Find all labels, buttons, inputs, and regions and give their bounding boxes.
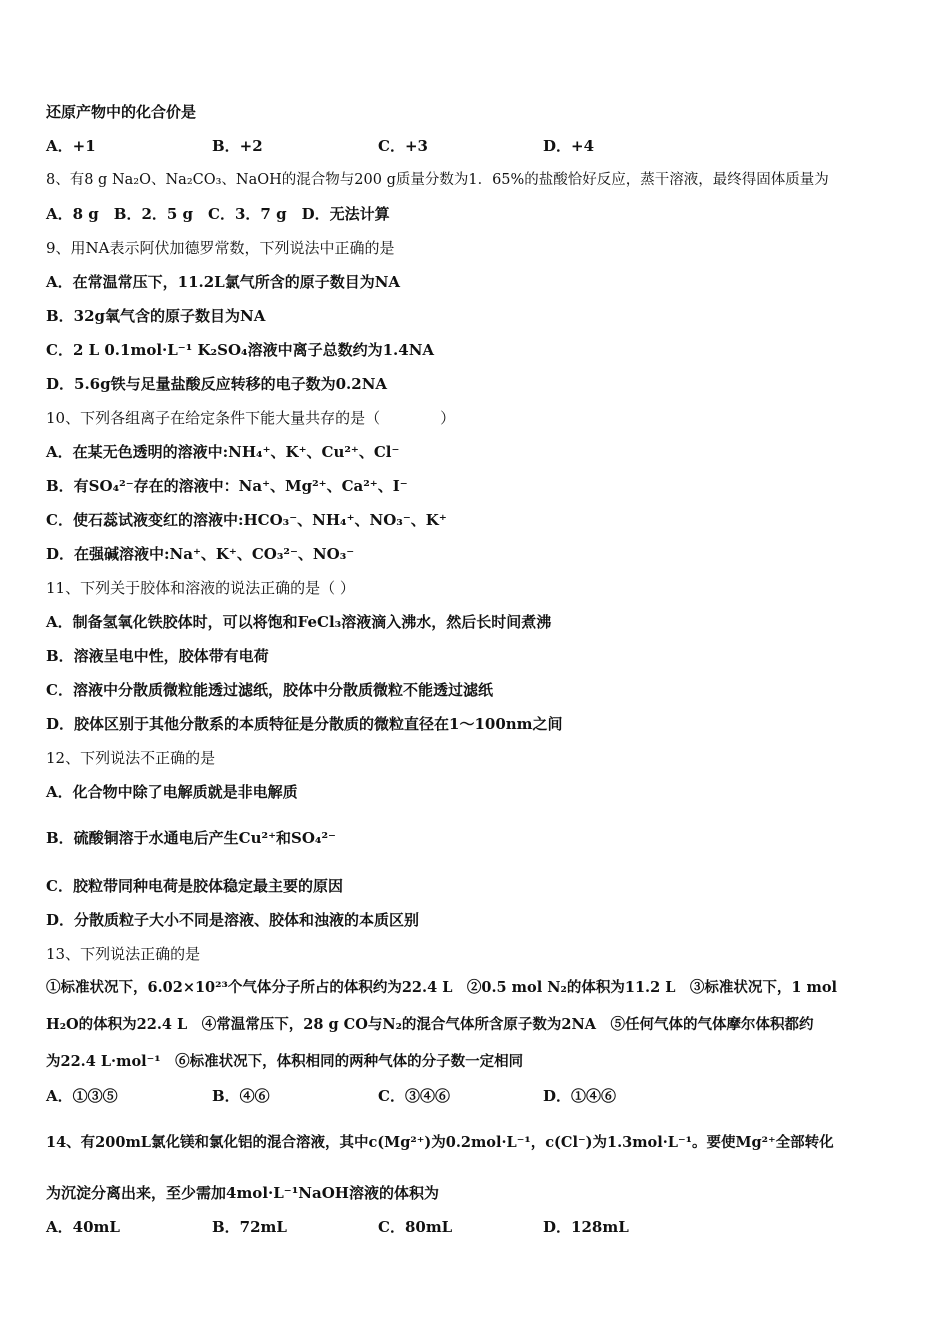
question-12: 12、下列说法不正确的是	[46, 749, 216, 767]
question-14-line-1: 14、有200mL氯化镁和氯化铝的混合溶液，其中c(Mg²⁺)为0.2mol·L⁻¹，c(Cl⁻)为1.3mol·L⁻¹。要使Mg²⁺全部转化	[46, 1134, 834, 1151]
q12-option-d: D．分散质粒子大小不同是溶液、胶体和浊液的本质区别	[46, 911, 420, 929]
q7-option-c: C．+3	[378, 137, 428, 155]
q11-option-b: B．溶液呈电中性，胶体带有电荷	[46, 647, 269, 665]
q7-option-d: D．+4	[543, 137, 595, 155]
q7-option-a: A．+1	[46, 137, 96, 155]
question-10: 10、下列各组离子在给定条件下能大量共存的是（ ）	[46, 409, 456, 427]
question-13: 13、下列说法正确的是	[46, 945, 201, 963]
question-8: 8、有8 g Na₂O、Na₂CO₃、NaOH的混合物与200 g质量分数为1．65%的盐酸恰好反应，蒸干溶液，最终得固体质量为	[46, 172, 829, 188]
q11-option-d: D．胶体区别于其他分散系的本质特征是分散质的微粒直径在1～100nm之间	[46, 715, 563, 733]
question-7-tail: 还原产物中的化合价是	[46, 103, 197, 121]
q13-option-d: D．①④⑥	[543, 1087, 617, 1105]
q12-option-a: A．化合物中除了电解质就是非电解质	[46, 783, 298, 801]
q13-option-b: B．④⑥	[212, 1087, 270, 1105]
q7-option-b: B．+2	[212, 137, 263, 155]
q14-option-d: D．128mL	[543, 1218, 629, 1236]
q11-option-a: A．制备氢氧化铁胶体时，可以将饱和FeCl₃溶液滴入沸水，然后长时间煮沸	[46, 613, 552, 631]
q13-statement-line-2: H₂O的体积为22.4 L ④常温常压下，28 g CO与N₂的混合气体所含原子数为2NA ⑤任何气体的气体摩尔体积都约	[46, 1016, 814, 1033]
q13-statement-line-1: ①标准状况下，6.02×10²³个气体分子所占的体积约为22.4 L ②0.5 mol N₂的体积为11.2 L ③标准状况下，1 mol	[46, 979, 838, 996]
q14-option-b: B．72mL	[212, 1218, 287, 1236]
q11-option-c: C．溶液中分散质微粒能透过滤纸，胶体中分散质微粒不能透过滤纸	[46, 681, 493, 699]
q10-option-d: D．在强碱溶液中:Na⁺、K⁺、CO₃²⁻、NO₃⁻	[46, 545, 355, 563]
q13-option-c: C．③④⑥	[378, 1087, 450, 1105]
q13-option-a: A．①③⑤	[46, 1087, 118, 1105]
q14-option-a: A．40mL	[46, 1218, 120, 1236]
q12-option-c: C．胶粒带同种电荷是胶体稳定最主要的原因	[46, 877, 343, 895]
q9-option-c: C．2 L 0.1mol·L⁻¹ K₂SO₄溶液中离子总数约为1.4NA	[46, 341, 435, 359]
question-11: 11、下列关于胶体和溶液的说法正确的是（ ）	[46, 579, 355, 597]
q9-option-d: D．5.6g铁与足量盐酸反应转移的电子数为0.2NA	[46, 375, 388, 393]
question-14-line-2: 为沉淀分离出来，至少需加4mol·L⁻¹NaOH溶液的体积为	[46, 1184, 439, 1202]
q13-statement-line-3: 为22.4 L·mol⁻¹ ⑥标准状况下，体积相同的两种气体的分子数一定相同	[46, 1053, 524, 1070]
q14-option-c: C．80mL	[378, 1218, 453, 1236]
question-9: 9、用NA表示阿伏加德罗常数，下列说法中正确的是	[46, 239, 395, 257]
q10-option-b: B．有SO₄²⁻存在的溶液中：Na⁺、Mg²⁺、Ca²⁺、I⁻	[46, 477, 408, 495]
q10-option-a: A．在某无色透明的溶液中:NH₄⁺、K⁺、Cu²⁺、Cl⁻	[46, 443, 400, 461]
q8-options: A．8 g B．2．5 g C．3．7 g D．无法计算	[46, 205, 390, 223]
q12-option-b: B．硫酸铜溶于水通电后产生Cu²⁺和SO₄²⁻	[46, 829, 336, 847]
q10-option-c: C．使石蕊试液变红的溶液中:HCO₃⁻、NH₄⁺、NO₃⁻、K⁺	[46, 511, 447, 529]
q9-option-a: A．在常温常压下，11.2L氯气所含的原子数目为NA	[46, 273, 401, 291]
q9-option-b: B．32g氧气含的原子数目为NA	[46, 307, 266, 325]
